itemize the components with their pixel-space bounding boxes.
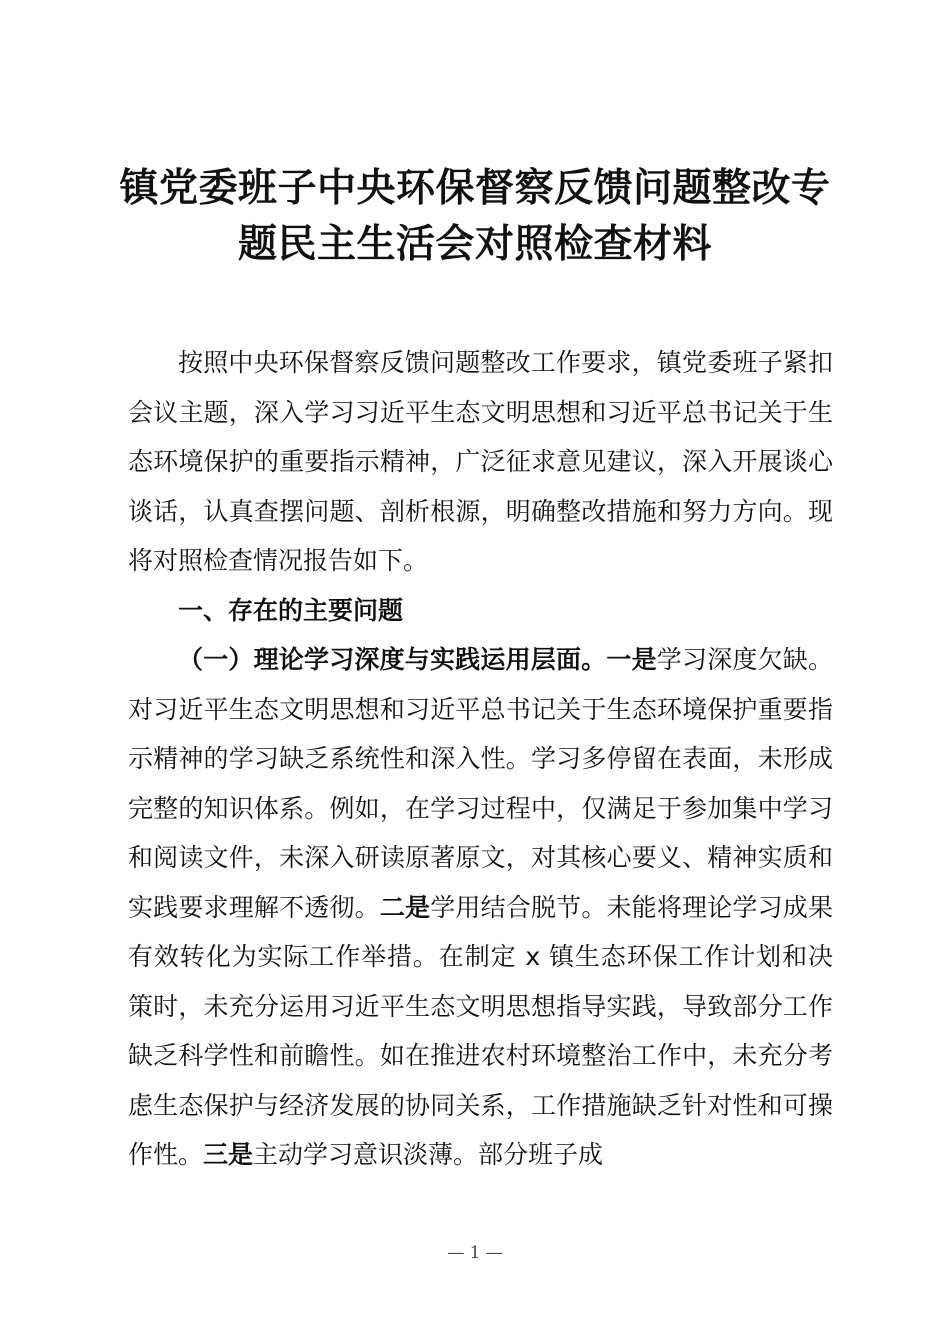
point-label-2: 二是 bbox=[379, 892, 431, 922]
title-line-1: 镇党委班子中央环保督察反馈问题整改专 bbox=[119, 165, 831, 211]
point-text-1: 学习深度欠缺。对习近平生态文明思想和习近平总书记关于生态环境保护重要指示精神的学习缺乏系统性和深入性。学习多停留在表面，未形成完整的知识体系。例如，在学习过程中，仅满足于参加集中学习和阅读文件，未深入研读原著原文，对其核心要义、精神实质和实践要求理解不透彻。 bbox=[128, 645, 833, 922]
point-text-2: 学用结合脱节。未能将理论学习成果有效转化为实际工作举措。在制定 x 镇生态环保工作计划和决策时，未充分运用习近平生态文明思想指导实践，导致部分工作缺乏科学性和前瞻性。如在推进农村环境整治工作中，未充分考虑生态保护与经济发展的协同关系，工作措施缺乏针对性和可操作性。 bbox=[128, 892, 833, 1169]
section-heading: 一、存在的主要问题 bbox=[178, 595, 404, 625]
intro-paragraph: 按照中央环保督察反馈问题整改工作要求，镇党委班子紧扣会议主题，深入学习习近平生态文明思想和习近平总书记关于生态环境保护的重要指示精神，广泛征求意见建议，深入开展谈心谈话，认真查摆问题、剖析根源，明确整改措施和努力方向。现将对照检查情况报告如下。 bbox=[128, 348, 833, 575]
document-body bbox=[128, 338, 833, 1180]
subsection-heading: （一）理论学习深度与实践运用层面。 bbox=[178, 645, 607, 674]
point-label-3: 三是 bbox=[203, 1140, 254, 1169]
title-line-2: 题民主生活会对照检查材料 bbox=[237, 221, 712, 267]
issue-paragraph bbox=[128, 635, 833, 1180]
point-label-1: 一是 bbox=[606, 645, 657, 674]
point-text-3: 主动学习意识淡薄。部分班子成 bbox=[253, 1140, 604, 1169]
document-title bbox=[100, 160, 850, 272]
page-number: — 1 — bbox=[447, 1243, 503, 1263]
